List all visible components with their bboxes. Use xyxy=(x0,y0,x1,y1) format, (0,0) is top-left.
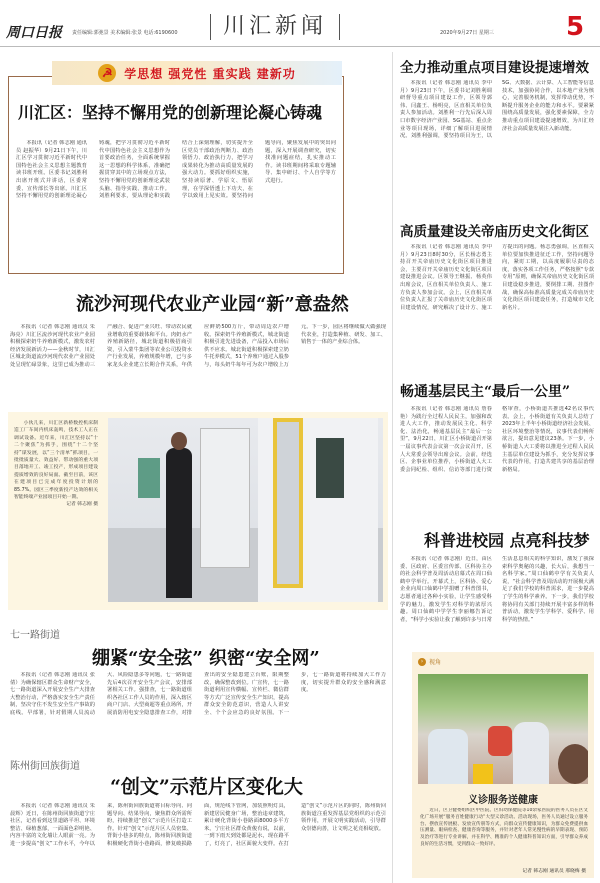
civilization-body-text: 本报讯（记者 韩志刚 通讯员 朱晨辉）近日，在陈州街回族街道宁庄社区，记者看到这里道路平坦、环境整洁、绿植葱郁，一面面色彩明艳、内容丰富的文化墙让人眼前一亮。为进一步提高“创文”工作水平，今年以来，陈州街回族街道将目标导向、问题导向、结果导向，聚焦群众所需所盼，持续推进“创文”示范片区打造工作。针对“创文”示范片区人员密集、背街小巷多的特点，陈州街回族街道积极硬化背街小巷路面，修复破损路面，规范线下管网，加装照明灯具，新建居民健身广场，整治违章建筑，累计硬化背街小巷路面8000多平方米。宁庄社区群众黄俊有说，以前，一到下雨天到处都是泥水，现在路平了，灯亮了，社区面貌大变样。在打造“创文”示范片区的同时，陈州街回族街道注重发挥基层党组织的示范引领作用，开展文明实践活动，引导群众崇德向善，让文明之花竞相绽放。 xyxy=(10,803,386,847)
theme-banner xyxy=(52,61,342,85)
safety-body xyxy=(10,672,386,748)
viewpoint-credit: 记者 韩志刚 通讯员 邢晓梅 摄 xyxy=(522,869,586,874)
viewpoint-title: 义诊服务送健康 xyxy=(468,795,538,806)
lead-body xyxy=(16,140,336,268)
science-body xyxy=(400,556,594,642)
lead-headline: 川汇区：坚持不懈用党的创新理论凝心铸魂 xyxy=(18,103,323,122)
column-divider xyxy=(392,52,393,883)
safety-body-text: 本报讯（记者 韩志刚 通讯员 张倩）为确保辖区群众生命财产安全，七一路街道深入开展安全生产大排查大整治行动，严格落实安全生产责任制，坚决守住不发生安全生产事故的底线。早部署，针对假期人员流动大、风险隐患多等问题，七一路街道先后4次召开安全生产会议，安排部署相关工作。强排查，七一路街道组织各社区工作人员的作用，深入辖区商户门店、大型商超等重点场所，开展消防用电安全隐患排查工作，对排查出的安全隐患建立台账，限期整改，确保整改到位。广宣传，七一路街道利用宣传横幅、宣传栏、微信群等方式广泛宣传安全生产知识，提高群众安全防范意识，营造人人讲安全、个个会应急的良好氛围。下一步，七一路街道将持续加大工作力度，切实提升群众的安全感和满意度。 xyxy=(10,672,386,716)
editor-credits: 责任编辑:郭弛景 美术编辑:张景 电话:6190600 xyxy=(72,30,178,36)
heritage-body-text: 本报讯（记者 韩志刚 通讯员 李中月）9月23日8时30分，区长杨志勇主持召开关帝庙历史文化街区项目推进会，主要召开关帝庙历史文化街区项目建设推进会议。区领导王继振、杨英伟出席会议，区直相关单位负责人、施工方负责人参加会议。会上，区直相关单位负责人汇报了关帝庙历史文化街区项目建设情况，研究解决了设计方、施工方提出的问题。杨志勇强调，区直相关单位要加快推进征迁工作，坚持问题导向，紧盯工期，以高度履职尽责的态度，落实各项工作任务，严格按照“专款专用”原则，确保关帝庙历史文化街区项目建设稳步推进，要倒排工期、挂图作战，确保高标准高质量完成关帝庙历史文化街区项目建设任务，打造城市文化新名片。 xyxy=(400,244,594,311)
civilization-kicker: 陈州街回族街道 xyxy=(10,761,80,772)
newspaper-logo: 周口日报 xyxy=(6,25,62,41)
projects-body-text: 本报讯（记者 韩志刚 通讯员 李中月）9月23日下午，区委书记刘胜利调研督导重点项目建设工作，区领导郭伟、闫鑫王、杨明亮，区直相关单位负责人参加活动。刘胜利一行先后深入周口市数字经济产业园、5G基站、重点企业等项目现场，详细了解项目进展情况。刘胜利强调，要坚持项目为王，以5G、大数据、云计算、人工智能等信息技术，加强协同合作，以本地产业为核心，完善服务机制，发挥带动优势，不断提升服务企业的能力和水平。要紧紧围绕高质量发展，强化要素保障，全力推动重点项目建设提速增效，为川汇经济社会高质量发展注入新动能。 xyxy=(400,80,594,140)
safety-kicker: 七一路街道 xyxy=(10,630,60,641)
header-divider xyxy=(0,46,600,47)
democracy-body-text: 本报讯（记者 韩志刚 通讯员 詹春艳）为践行全过程人民民主，加强和改进人大工作，推动发展民主化、科学化、法治化，畅通基层民主“最后一公里”，9月22日，川汇区小桥街道召开第一届议事代表会议第一次会议召开，区人大常委会领导出席会议。会前，经选区、企事业单位推荐，小桥街道人大工委会同纪检、组织、信访等部门进行资格审查，小桥街道共推选42名议事代表。会上，小桥街道有关负责人总结了2023年上半年小桥街道经济社会发展、社区环境整治等情况，议事代表们畅所欲言，提出意见建议23条。下一步，小桥街道人大工委将以推进全过程人民民主基层单位建设为抓手，充分发挥议事代表的作用，打造共建共享的基层治理新格局。 xyxy=(400,406,594,473)
viewpoint-label: 视角 xyxy=(429,659,442,666)
science-body-text: 本报讯（记者 韩志刚）近日，由区委、区政府、区委宣传部、区科协主办的社会科学普及周活动启幕式在周口仙鹤中学举行。开幕式上，区科协、爱心企业向周口仙鹤中学捐赠了科普图书，志愿者通过各种小实验，让学生感受科学的魅力，激发学生对科学的浓厚兴趣。周口仙鹤中学学生李丽娜告诉记者，“科学小实验让我了解到许多与日常生活息息相关的科学知识，激发了我探索科学奥秘的兴趣，长大后，我想当一名科学家。”周口仙鹤中学有关负责人说，“社会科学普及周活动的开展极大满足了我们学校的科普需求，进一步提高了学生的科学素养。下一步，我们学校将协同有关部门持续开展丰富多样的科普活动，激发学生学科学、爱科学、用科学的热情。” xyxy=(400,556,594,623)
safety-headline: 绷紧“安全弦” 织密“安全网” xyxy=(92,648,320,669)
projects-body xyxy=(400,80,594,209)
agri-body xyxy=(10,324,386,408)
photo-credit: 记者 韩志刚 摄 xyxy=(66,502,98,508)
heritage-headline: 高质量建设关帝庙历史文化街区 xyxy=(400,224,589,240)
party-emblem-icon: ☭ xyxy=(98,64,116,82)
science-headline: 科普进校园 点亮科技梦 xyxy=(424,531,590,550)
factory-photo-caption xyxy=(14,420,98,595)
projects-headline: 全力推动重点项目建设提速增效 xyxy=(400,60,589,76)
banner-slogan: 学思想 强党性 重实践 建新功 xyxy=(124,66,296,81)
caption-text: 小伙儿来，川汇区新桥数控机床制造工厂车间内机床轰鸣，技术工人正在调试设备。近年来，川汇区坚持以“十二个聚焦”为抓手，围绕“十二个坚持”谋发展，以“三个清单”抓项目，一批批质量大、效益好、带动强的重大项目落地开工、竣工投产，形成项目建设提质增效的良好局面。截至目前，该区在建项目已完成年度投资计划的85.7%。园区三季度新投产达效的相关智能终端产业园项目开始一期。 xyxy=(14,421,98,501)
democracy-body xyxy=(400,406,594,516)
free-clinic-photo xyxy=(418,674,588,784)
lead-body-text: 本报讯（记者 韩志刚 通讯员 赵振华）9月21日下午，川汇区学习贯彻习近平新时代中国特色社会主义思想主题教育读书班开班。区委书记刘胜利出席开班式并讲话，区委常委、宣传部长等出席。川汇区坚持不懈用党的创新理论凝心铸魂，把学习贯彻习近平新时代中国特色社会主义思想作为首要政治任务，全面系统掌握这一思想的科学体系，准确把握贯穿其中的立场观点方法，坚持不懈用党的创新理论武装头脑、指导实践、推动工作。刘胜利要求，要从理论和实践结合上深刻理解，切实提升全区党员干部政治判断力、政治领悟力、政治执行力，把学习成果转化为推动高质量发展的强大动力。要抓好组织实施，坚持读原著、学原文、悟原理，在学深悟透上下功夫，在学以致用上见实效。要坚持问题导向，聚焦发展中的突出问题，深入开展调查研究，切实找准问题症结，扎实推动工作。读书班期间将采取专题辅导、集中研讨、个人自学等方式进行。 xyxy=(16,140,336,200)
arrow-right-icon: › xyxy=(418,658,426,666)
section-title: 川汇新闻 xyxy=(210,14,340,40)
issue-date: 2020年9月27日 星期三 xyxy=(440,30,494,36)
factory-machine-photo xyxy=(108,418,383,602)
civilization-body xyxy=(10,803,386,883)
viewpoint-body-text: 近日，区卫健委组织区中医院、区妇幼保健院等10余家医院的医务人员在区文化广场开展“服务百姓健康行动”大型义诊活动。活动现场，医务人员通过设立服务台、摆放宣传展板、发放宣传册等方式，向群众宣传健康知识，为群众免费提供血压测量、眼病检查、健康咨询等服务，并针对老年人常见慢性病的早期表现、预防及治疗等进行专业讲解，并在科学、精准的个人健康科普知识方面，引导群众养成良好的生活习惯，受到群众一致好评。 xyxy=(420,808,588,847)
agri-headline: 流沙河现代农业产业园“新”意盎然 xyxy=(76,294,349,315)
civilization-headline: “创文”示范片区变化大 xyxy=(110,776,303,798)
viewpoint-body xyxy=(420,808,588,862)
page-number: 5 xyxy=(566,12,585,42)
agri-body-text: 本报讯（记者 韩志刚 通讯员 朱海亮）川汇区流沙河现代农业产业园积极探索奶牛养殖新模式，激发农村经济发展新活力——金秋时节，川汇区城北街道流沙河现代农业产业园处处呈现忙碌景象，这里已成为推动三产融合、促进产业兴旺、带动农民就业增收的重要载体和平台。肉奶水产养殖新路径，城北街道积极招商引资，引入蒙牛集团等农业公司投资水产行业发展，养殖规模年增，已与多家龙头企业建立长期合作关系，年供应鲜奶500万斤，带动周边农户增收。探索奶牛养殖新模式，城北街道积极引进先进设备，产品投入市场后供不应求。城北街道积极探索建立奶牛托养模式，51个养殖户通过入股参与，每头奶牛每年可为农户增收上万元。下一步，园区将继续做大做强现代农业，打造集种植、研发、加工、销售于一体的产业综合体。 xyxy=(10,324,386,368)
heritage-body xyxy=(400,244,594,372)
viewpoint-box xyxy=(412,652,594,878)
democracy-headline: 畅通基层民主“最后一公里” xyxy=(400,384,571,400)
